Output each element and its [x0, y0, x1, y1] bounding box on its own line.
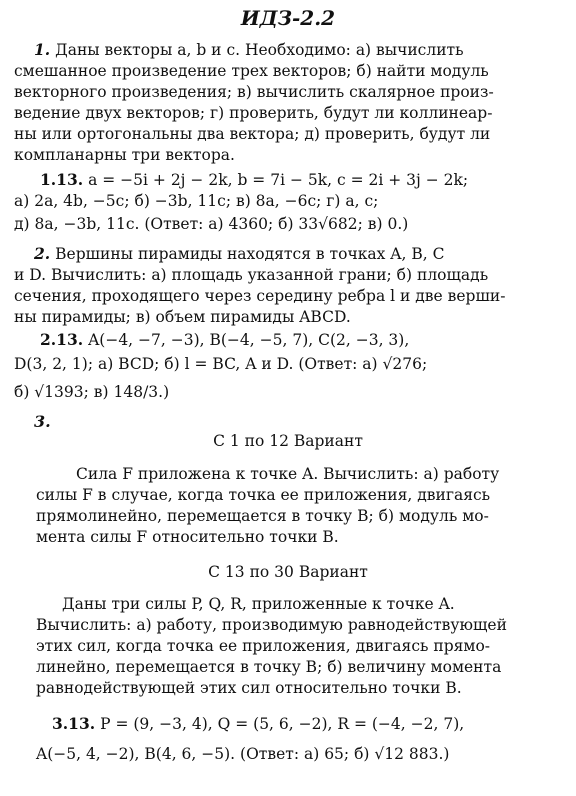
- task1-variant-line-2: а) 2a, 4b, −5c; б) −3b, 11c; в) 8a, −6c; г) a, c;: [14, 192, 379, 210]
- task2-variant-line-1: [40, 330, 409, 350]
- task1-line-2: смешанное произведение трех векторов; б) найти модуль: [14, 62, 489, 80]
- task2-text-1: Вершины пирамиды находятся в точках A, B, C: [55, 245, 445, 263]
- page-title: ИДЗ-2.2: [240, 6, 336, 30]
- task3-heading-variants-1-12: С 1 по 12 Вариант: [213, 432, 363, 450]
- task3-part2-line-2: Вычислить: а) работу, производимую равнодействующей: [36, 616, 507, 634]
- task3-number: 3.: [34, 412, 51, 431]
- task3-part1-line-3: прямолинейно, перемещается в точку B; б) модуль мо-: [36, 507, 489, 525]
- task2-line-1: [34, 244, 444, 264]
- task3-part2-line-5: равнодействующей этих сил относительно точки B.: [36, 679, 462, 697]
- task3-variant-line-1: [52, 714, 464, 734]
- task2-variant-number: 2.13.: [40, 330, 84, 349]
- task2-number: 2.: [34, 244, 51, 263]
- task2-line-3: сечения, проходящего через середину ребра l и две верши-: [14, 287, 506, 305]
- task3-variant-text-1: P = (9, −3, 4), Q = (5, 6, −2), R = (−4, −2, 7),: [100, 715, 465, 733]
- task2-variant-text-1: A(−4, −7, −3), B(−4, −5, 7), C(2, −3, 3),: [88, 331, 410, 349]
- task1-variant-text-1: a = −5i + 2j − 2k, b = 7i − 5k, c = 2i + 3j − 2k;: [88, 171, 469, 189]
- task3-part2-line-4: линейно, перемещается в точку B; б) величину момента: [36, 658, 502, 676]
- task1-variant-number: 1.13.: [40, 170, 84, 189]
- task3-variant-line-2: A(−5, 4, −2), B(4, 6, −5). (Ответ: а) 65; б) √12 883.): [36, 745, 450, 763]
- task1-line-1: [34, 40, 464, 60]
- task1-variant-line-3: д) 8a, −3b, 11c. (Ответ: а) 4360; б) 33√682; в) 0.): [14, 215, 409, 233]
- task1-variant-line-1: [40, 170, 468, 190]
- task2-line-2: и D. Вычислить: а) площадь указанной грани; б) площадь: [14, 266, 489, 284]
- task1-line-5: ны или ортогональны два вектора; д) проверить, будут ли: [14, 125, 491, 143]
- task3-part2-line-1: Даны три силы P, Q, R, приложенные к точке A.: [62, 595, 455, 613]
- task2-variant-line-3: б) √1393; в) 148/3.): [14, 383, 170, 401]
- task1-line-3: векторного произведения; в) вычислить скалярное произ-: [14, 83, 494, 101]
- task1-line-4: ведение двух векторов; г) проверить, будут ли коллинеар-: [14, 104, 493, 122]
- task3-part1-line-1: Сила F приложена к точке A. Вычислить: а) работу: [76, 465, 500, 483]
- task2-line-4: ны пирамиды; в) объем пирамиды ABCD.: [14, 308, 351, 326]
- task1-text-1: Даны векторы a, b и c. Необходимо: а) вычислить: [55, 41, 464, 59]
- task3-part1-line-2: силы F в случае, когда точка ее приложения, двигаясь: [36, 486, 491, 504]
- task1-line-6: компланарны три вектора.: [14, 146, 235, 164]
- task2-variant-line-2: D(3, 2, 1); а) BCD; б) l = BC, A и D. (Ответ: а) √276;: [14, 355, 428, 373]
- task3-heading-variants-13-30: С 13 по 30 Вариант: [208, 563, 368, 581]
- task3-part2-line-3: этих сил, когда точка ее приложения, двигаясь прямо-: [36, 637, 491, 655]
- task1-number: 1.: [34, 40, 51, 59]
- task3-part1-line-4: мента силы F относительно точки B.: [36, 528, 339, 546]
- task3-variant-number: 3.13.: [52, 714, 96, 733]
